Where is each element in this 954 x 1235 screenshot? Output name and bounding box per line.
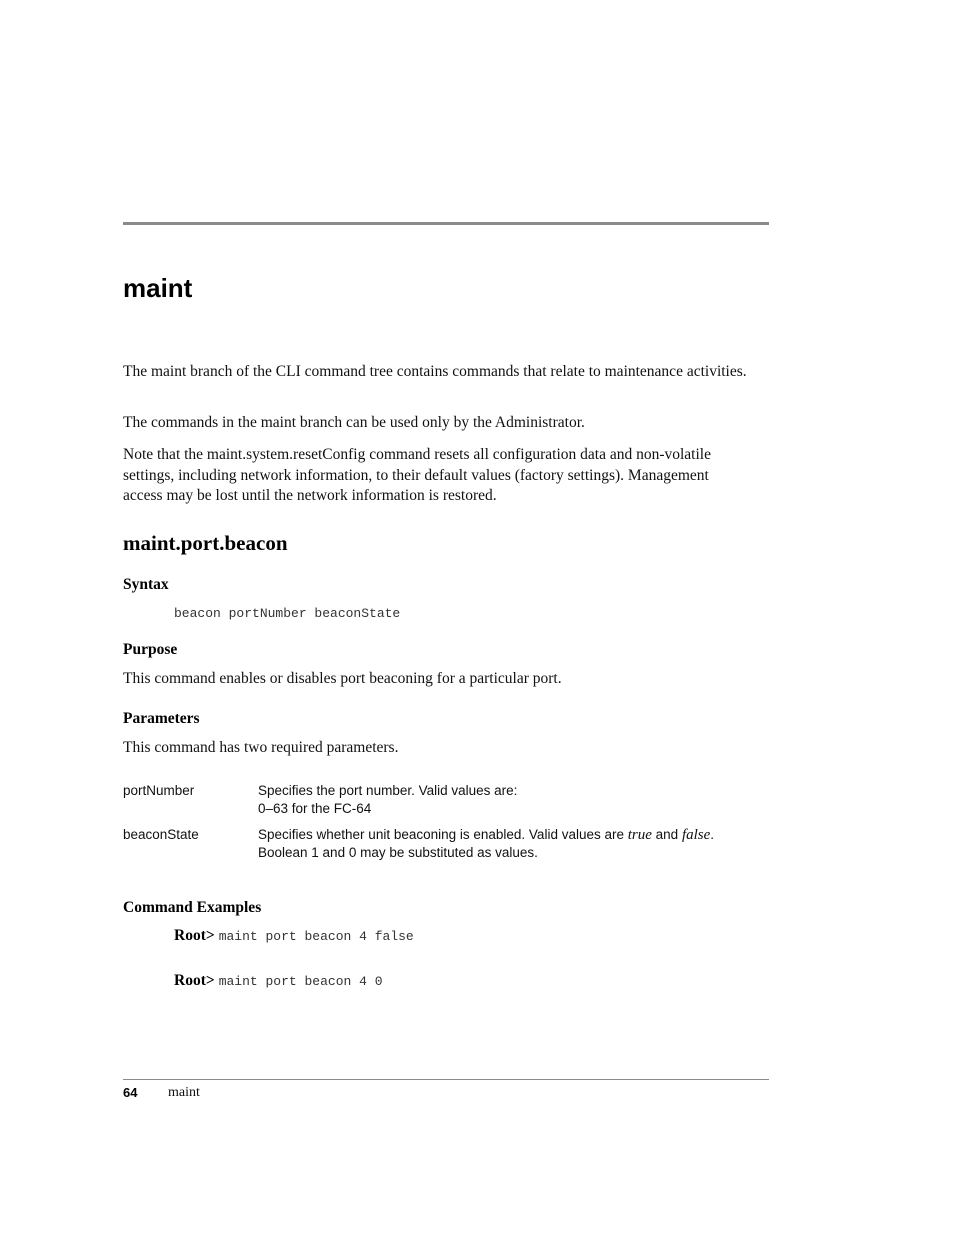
running-footer-title: maint (168, 1085, 200, 1100)
intro-paragraph-1: The maint branch of the CLI command tree contains commands that relate to maintenance activities. (123, 363, 747, 380)
chapter-title: maint (123, 273, 193, 303)
parameter-name: portNumber (123, 783, 195, 798)
parameters-intro: This command has two required parameters. (123, 739, 399, 756)
command-example (174, 971, 383, 992)
page-number: 64 (123, 1085, 138, 1100)
top-rule (123, 222, 769, 225)
syntax-code: beacon portNumber beaconState (174, 606, 401, 621)
parameters-heading: Parameters (123, 710, 200, 727)
parameter-description-line: Specifies the port number. Valid values are: (258, 783, 518, 798)
command-example (174, 926, 414, 947)
period: . (710, 827, 715, 842)
syntax-heading: Syntax (123, 576, 169, 593)
purpose-heading: Purpose (123, 641, 178, 658)
and-word: and (651, 827, 682, 842)
parameter-description (258, 826, 758, 862)
prompt-label: Root> (174, 927, 215, 944)
prompt-label: Root> (174, 972, 215, 989)
parameter-description-text: Specifies whether unit beaconing is enabled. Valid values are (258, 827, 628, 842)
parameter-name: beaconState (123, 827, 199, 842)
intro-paragraph-3: Note that the maint.system.resetConfig command resets all configuration data and non-volatile settings, including network information, to their default values (factory settings). Management access may be lost until the network information is restored. (123, 446, 711, 504)
intro-paragraph-2: The commands in the maint branch can be used only by the Administrator. (123, 414, 585, 431)
parameter-description (258, 782, 758, 818)
value-false: false (681, 827, 711, 843)
section-title: maint.port.beacon (123, 531, 288, 555)
command-text: maint port beacon 4 0 (218, 974, 383, 989)
command-text: maint port beacon 4 false (218, 929, 414, 944)
parameter-description-line: Boolean 1 and 0 may be substituted as values. (258, 845, 538, 860)
examples-heading: Command Examples (123, 899, 262, 916)
purpose-text: This command enables or disables port beaconing for a particular port. (123, 670, 562, 687)
footer-rule (123, 1079, 769, 1080)
parameter-description-line: 0–63 for the FC-64 (258, 801, 372, 816)
value-true: true (627, 827, 652, 843)
